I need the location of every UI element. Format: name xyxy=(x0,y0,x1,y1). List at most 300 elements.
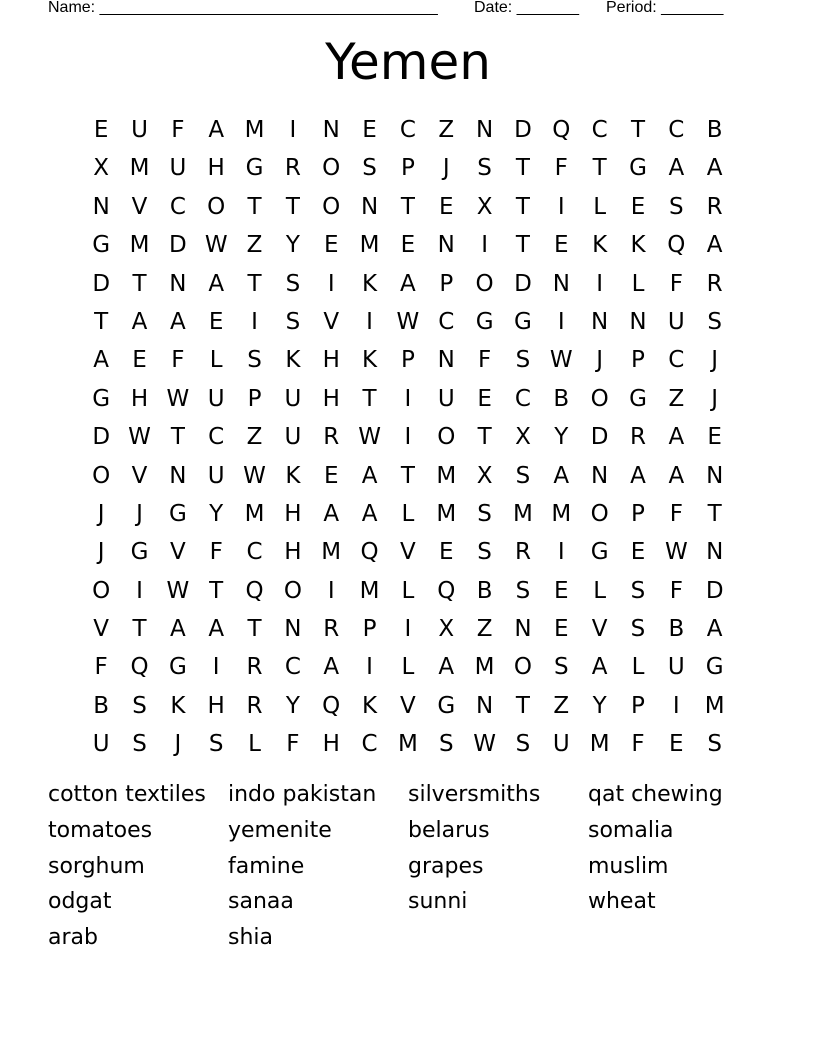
grid-letter[interactable]: S xyxy=(515,462,531,489)
grid-letter[interactable]: F xyxy=(286,731,300,758)
grid-letter[interactable]: S xyxy=(630,616,646,643)
grid-letter[interactable]: Y xyxy=(285,692,300,719)
grid-letter[interactable]: T xyxy=(285,193,300,220)
grid-letter[interactable]: R xyxy=(706,270,723,297)
grid-letter[interactable]: V xyxy=(400,539,416,566)
grid-letter[interactable]: T xyxy=(400,193,415,220)
grid-letter[interactable]: G xyxy=(590,539,609,566)
grid-letter[interactable]: M xyxy=(129,232,150,259)
grid-letter[interactable]: E xyxy=(554,232,569,259)
grid-letter[interactable]: M xyxy=(436,500,457,527)
grid-letter[interactable]: L xyxy=(401,500,415,527)
grid-letter[interactable]: U xyxy=(437,385,455,412)
grid-letter[interactable]: I xyxy=(404,424,412,451)
grid-letter[interactable]: I xyxy=(404,385,412,412)
grid-letter[interactable]: U xyxy=(667,308,685,335)
grid-letter[interactable]: E xyxy=(554,577,569,604)
grid-letter[interactable]: H xyxy=(207,692,225,719)
grid-letter[interactable]: E xyxy=(707,424,722,451)
grid-letter[interactable]: P xyxy=(631,692,645,719)
grid-letter[interactable]: E xyxy=(93,117,109,143)
grid-letter[interactable]: Q xyxy=(130,654,149,681)
grid-letter[interactable]: V xyxy=(323,308,340,335)
grid-letter[interactable]: P xyxy=(247,385,262,412)
grid-letter[interactable]: H xyxy=(284,500,302,527)
grid-letter[interactable]: G xyxy=(130,539,149,566)
grid-letter[interactable]: A xyxy=(169,616,186,643)
grid-letter[interactable]: L xyxy=(593,577,607,604)
grid-letter[interactable]: H xyxy=(322,385,340,412)
grid-letter[interactable]: R xyxy=(323,424,340,451)
grid-letter[interactable]: W xyxy=(128,424,151,451)
grid-letter[interactable]: N xyxy=(591,462,609,489)
grid-letter[interactable]: C xyxy=(169,193,186,220)
grid-letter[interactable]: I xyxy=(672,692,680,719)
grid-letter[interactable]: G xyxy=(437,692,456,719)
grid-letter[interactable]: R xyxy=(514,539,531,566)
grid-letter[interactable]: N xyxy=(591,308,609,335)
grid-letter[interactable]: C xyxy=(668,117,685,143)
grid-letter[interactable]: M xyxy=(704,692,725,719)
grid-letter[interactable]: V xyxy=(93,616,110,643)
grid-letter[interactable]: F xyxy=(554,155,568,182)
grid-letter[interactable]: K xyxy=(285,462,301,489)
grid-letter[interactable]: C xyxy=(246,539,263,566)
grid-letter[interactable]: E xyxy=(477,385,492,412)
grid-letter[interactable]: T xyxy=(247,270,262,297)
grid-letter[interactable]: A xyxy=(323,500,340,527)
grid-letter[interactable]: E xyxy=(323,462,339,489)
grid-letter[interactable]: H xyxy=(284,539,302,566)
grid-letter[interactable]: L xyxy=(631,654,645,681)
grid-letter[interactable]: I xyxy=(327,577,335,604)
grid-letter[interactable]: Z xyxy=(246,424,263,451)
grid-letter[interactable]: U xyxy=(207,385,225,412)
grid-letter[interactable]: N xyxy=(322,117,340,143)
grid-letter[interactable]: H xyxy=(322,731,340,758)
grid-letter[interactable]: T xyxy=(247,193,262,220)
grid-letter[interactable]: F xyxy=(94,654,108,681)
grid-letter[interactable]: S xyxy=(477,539,492,566)
grid-letter[interactable]: I xyxy=(557,193,565,220)
grid-letter[interactable]: D xyxy=(169,232,187,259)
grid-letter[interactable]: Z xyxy=(476,616,493,643)
grid-letter[interactable]: M xyxy=(513,500,533,527)
grid-letter[interactable]: U xyxy=(169,155,187,182)
grid-letter[interactable]: T xyxy=(515,155,530,182)
grid-letter[interactable]: I xyxy=(289,117,297,143)
grid-letter[interactable]: N xyxy=(706,462,724,489)
grid-letter[interactable]: E xyxy=(554,616,569,643)
grid-letter[interactable]: Z xyxy=(553,692,570,719)
grid-letter[interactable]: M xyxy=(321,539,342,566)
grid-letter[interactable]: E xyxy=(438,193,454,220)
grid-letter[interactable]: R xyxy=(706,193,723,220)
grid-letter[interactable]: T xyxy=(209,577,224,604)
grid-letter[interactable]: T xyxy=(515,232,530,259)
grid-letter[interactable]: I xyxy=(481,232,488,259)
grid-row xyxy=(82,265,734,303)
grid-letter[interactable]: J xyxy=(442,155,450,182)
grid-letter[interactable]: M xyxy=(244,117,265,143)
grid-letter[interactable]: G xyxy=(705,654,724,681)
grid-letter[interactable]: V xyxy=(131,462,148,489)
grid-letter[interactable]: E xyxy=(438,539,454,566)
grid-letter[interactable]: T xyxy=(94,308,109,335)
grid-letter[interactable]: O xyxy=(590,500,609,527)
grid-letter[interactable]: X xyxy=(476,462,493,489)
grid-letter[interactable]: S xyxy=(132,731,147,758)
grid-letter[interactable]: M xyxy=(244,500,265,527)
grid-letter[interactable]: O xyxy=(322,193,341,220)
grid-letter[interactable]: O xyxy=(590,385,609,412)
grid-letter[interactable]: A xyxy=(361,462,378,489)
grid-letter[interactable]: R xyxy=(629,424,646,451)
grid-letter[interactable]: Z xyxy=(438,117,455,143)
grid-letter[interactable]: A xyxy=(630,462,646,489)
grid-letter[interactable]: S xyxy=(477,500,492,527)
grid-letter[interactable]: T xyxy=(515,193,530,220)
grid-letter[interactable]: N xyxy=(284,616,302,643)
grid-letter[interactable]: S xyxy=(132,692,147,719)
grid-letter[interactable]: A xyxy=(169,308,186,335)
grid-letter[interactable]: K xyxy=(362,270,378,297)
word-bank-item: cotton textiles xyxy=(48,782,206,807)
grid-letter[interactable]: U xyxy=(284,424,302,451)
grid-letter[interactable]: O xyxy=(207,193,226,220)
grid-letter[interactable]: L xyxy=(631,270,645,297)
grid-letter[interactable]: M xyxy=(551,500,572,527)
grid-letter[interactable]: S xyxy=(477,155,492,182)
grid-letter[interactable]: W xyxy=(243,462,266,489)
grid-letter[interactable]: S xyxy=(285,308,301,335)
grid-letter[interactable]: N xyxy=(476,117,494,143)
grid-letter[interactable]: O xyxy=(92,577,111,604)
grid-letter[interactable]: L xyxy=(401,577,415,604)
grid-letter[interactable]: B xyxy=(476,577,493,604)
grid-letter[interactable]: I xyxy=(557,539,565,566)
grid-letter[interactable]: J xyxy=(97,539,105,566)
grid-letter[interactable]: A xyxy=(668,462,685,489)
grid-letter[interactable]: S xyxy=(285,270,301,297)
grid-letter[interactable]: I xyxy=(596,270,604,297)
grid-letter[interactable]: I xyxy=(366,654,373,681)
grid-letter[interactable]: S xyxy=(669,193,684,220)
grid-letter[interactable]: R xyxy=(323,616,340,643)
grid-letter[interactable]: S xyxy=(515,731,531,758)
period-field-label[interactable]: Period: _______ xyxy=(606,0,724,16)
grid-letter[interactable]: O xyxy=(437,424,456,451)
grid-letter[interactable]: C xyxy=(438,308,455,335)
grid-letter[interactable]: N xyxy=(169,462,187,489)
grid-letter[interactable]: L xyxy=(593,193,607,220)
grid-letter[interactable]: N xyxy=(169,270,187,297)
grid-letter[interactable]: P xyxy=(400,347,415,374)
grid-letter[interactable]: U xyxy=(92,731,110,758)
grid-letter[interactable]: C xyxy=(361,731,378,758)
grid-letter[interactable]: R xyxy=(246,692,263,719)
grid-letter[interactable]: I xyxy=(366,308,373,335)
grid-letter[interactable]: A xyxy=(668,424,685,451)
grid-letter[interactable]: T xyxy=(592,155,607,182)
grid-letter[interactable]: S xyxy=(208,731,224,758)
grid-letter[interactable]: E xyxy=(630,193,646,220)
word-bank-item: arab xyxy=(48,925,98,951)
grid-letter[interactable]: A xyxy=(323,654,340,681)
grid-letter[interactable]: G xyxy=(629,155,647,182)
grid-letter[interactable]: K xyxy=(285,347,301,374)
grid-letter[interactable]: Q xyxy=(322,692,341,719)
name-field-label[interactable]: Name: ______________________________________ xyxy=(48,0,438,16)
grid-letter[interactable]: D xyxy=(514,270,532,297)
grid-letter[interactable]: T xyxy=(515,692,530,719)
grid-letter[interactable]: J xyxy=(711,347,719,374)
grid-letter[interactable]: V xyxy=(131,193,148,220)
grid-letter[interactable]: T xyxy=(132,616,147,643)
grid-letter[interactable]: K xyxy=(362,347,378,374)
grid-letter[interactable]: S xyxy=(247,347,262,374)
grid-letter[interactable]: F xyxy=(669,500,683,527)
grid-letter[interactable]: T xyxy=(132,270,147,297)
grid-letter[interactable]: E xyxy=(630,539,646,566)
grid-letter[interactable]: E xyxy=(208,308,224,335)
grid-letter[interactable]: H xyxy=(207,155,225,182)
grid-letter[interactable]: U xyxy=(552,731,570,758)
grid-letter[interactable]: C xyxy=(591,117,608,143)
grid-letter[interactable]: E xyxy=(362,117,377,143)
grid-letter[interactable]: W xyxy=(664,539,688,566)
grid-letter[interactable]: F xyxy=(171,117,185,143)
grid-letter[interactable]: A xyxy=(208,117,225,143)
grid-letter[interactable]: I xyxy=(557,308,565,335)
grid-letter[interactable]: T xyxy=(362,385,377,412)
grid-letter[interactable]: Y xyxy=(554,424,569,451)
grid-letter[interactable]: S xyxy=(515,347,531,374)
word-bank-item: grapes xyxy=(408,853,484,879)
grid-letter[interactable]: C xyxy=(399,117,416,143)
grid-letter[interactable]: B xyxy=(93,692,110,719)
grid-letter[interactable]: Y xyxy=(209,500,224,527)
grid-letter[interactable]: G xyxy=(514,308,532,335)
grid-letter[interactable]: T xyxy=(707,500,722,527)
grid-letter[interactable]: K xyxy=(592,232,608,259)
grid-letter[interactable]: N xyxy=(552,270,570,297)
grid-letter[interactable]: N xyxy=(92,193,110,220)
grid-letter[interactable]: G xyxy=(629,385,647,412)
grid-letter[interactable]: A xyxy=(706,616,723,643)
grid-letter[interactable]: U xyxy=(207,462,225,489)
grid-letter[interactable]: N xyxy=(437,347,455,374)
grid-letter[interactable]: W xyxy=(473,731,496,758)
grid-letter[interactable]: Q xyxy=(360,539,379,566)
grid-letter[interactable]: W xyxy=(166,385,190,412)
grid-letter[interactable]: S xyxy=(362,155,377,182)
grid-letter[interactable]: X xyxy=(438,616,455,643)
grid-letter[interactable]: R xyxy=(284,155,301,182)
grid-letter[interactable]: T xyxy=(477,424,492,451)
grid-letter[interactable]: F xyxy=(209,539,223,566)
grid-letter[interactable]: P xyxy=(631,500,645,527)
grid-letter[interactable]: P xyxy=(631,347,645,374)
grid-letter[interactable]: X xyxy=(515,424,531,451)
grid-letter[interactable]: E xyxy=(132,347,147,374)
grid-letter[interactable]: A xyxy=(131,308,148,335)
grid-letter[interactable]: H xyxy=(130,385,149,412)
grid-letter[interactable]: N xyxy=(437,232,455,259)
grid-letter[interactable]: J xyxy=(174,731,182,758)
grid-letter[interactable]: O xyxy=(92,462,111,489)
grid-letter[interactable]: I xyxy=(404,616,412,643)
grid-letter[interactable]: C xyxy=(284,654,301,681)
grid-letter[interactable]: C xyxy=(668,347,685,374)
grid-letter[interactable]: U xyxy=(284,385,302,412)
grid-row xyxy=(82,687,734,725)
grid-letter[interactable]: O xyxy=(283,577,302,604)
grid-letter[interactable]: G xyxy=(168,654,187,681)
grid-letter[interactable]: D xyxy=(92,270,111,297)
grid-letter[interactable]: A xyxy=(208,616,225,643)
grid-letter[interactable]: G xyxy=(475,308,494,335)
grid-letter[interactable]: O xyxy=(513,654,532,681)
grid-letter[interactable]: K xyxy=(630,232,646,259)
grid-letter[interactable]: Q xyxy=(667,232,686,259)
grid-letter[interactable]: U xyxy=(667,654,685,681)
grid-letter[interactable]: M xyxy=(589,731,610,758)
grid-letter[interactable]: N xyxy=(360,193,379,220)
grid-letter[interactable]: A xyxy=(706,155,723,182)
grid-letter[interactable]: S xyxy=(707,731,722,758)
grid-letter[interactable]: D xyxy=(705,577,724,604)
grid-letter[interactable]: R xyxy=(246,654,263,681)
grid-letter[interactable]: G xyxy=(168,500,187,527)
grid-letter[interactable]: B xyxy=(668,616,685,643)
grid-letter[interactable]: S xyxy=(515,577,531,604)
grid-letter[interactable]: W xyxy=(396,308,420,335)
grid-letter[interactable]: D xyxy=(92,424,111,451)
grid-letter[interactable]: E xyxy=(400,232,416,259)
grid-letter[interactable]: D xyxy=(590,424,609,451)
grid-letter[interactable]: A xyxy=(400,270,416,297)
grid-letter[interactable]: A xyxy=(553,462,570,489)
grid-letter[interactable]: M xyxy=(129,155,150,182)
grid-letter[interactable]: C xyxy=(514,385,531,412)
grid-letter[interactable]: W xyxy=(166,577,190,604)
grid-letter[interactable]: X xyxy=(476,193,493,220)
grid-letter[interactable]: G xyxy=(245,155,264,182)
grid-letter[interactable]: F xyxy=(631,731,645,758)
grid-letter[interactable]: J xyxy=(596,347,604,374)
grid-letter[interactable]: L xyxy=(401,654,415,681)
grid-letter[interactable]: O xyxy=(475,270,494,297)
grid-letter[interactable]: H xyxy=(322,347,340,374)
grid-letter[interactable]: Y xyxy=(285,232,300,259)
grid-letter[interactable]: C xyxy=(208,424,225,451)
page-title: Yemen xyxy=(325,33,491,91)
grid-letter[interactable]: I xyxy=(136,577,143,604)
grid-letter[interactable]: E xyxy=(669,731,684,758)
grid-letter[interactable]: M xyxy=(359,577,380,604)
grid-letter[interactable]: U xyxy=(131,117,148,143)
grid-letter[interactable]: M xyxy=(436,462,457,489)
grid-letter[interactable]: P xyxy=(400,155,415,182)
grid-letter[interactable]: Y xyxy=(592,692,607,719)
grid-letter[interactable]: T xyxy=(170,424,185,451)
grid-letter[interactable]: Z xyxy=(668,385,685,412)
grid-letter[interactable]: V xyxy=(169,539,186,566)
grid-letter[interactable]: V xyxy=(591,616,608,643)
grid-letter[interactable]: K xyxy=(170,692,186,719)
grid-letter[interactable]: A xyxy=(438,654,455,681)
grid-letter[interactable]: O xyxy=(322,155,341,182)
grid-letter[interactable]: Q xyxy=(437,577,456,604)
grid-letter[interactable]: M xyxy=(359,232,380,259)
grid-letter[interactable]: N xyxy=(514,616,532,643)
grid-letter[interactable]: B xyxy=(553,385,570,412)
grid-letter[interactable]: D xyxy=(514,117,532,143)
grid-letter[interactable]: L xyxy=(248,731,261,758)
grid-letter[interactable]: S xyxy=(630,577,646,604)
grid-letter[interactable]: F xyxy=(669,577,683,604)
grid-letter[interactable]: J xyxy=(97,500,105,527)
grid-letter[interactable]: W xyxy=(204,232,228,259)
grid-row xyxy=(82,149,734,187)
grid-letter[interactable]: S xyxy=(707,308,722,335)
grid-letter[interactable]: F xyxy=(171,347,185,374)
grid-letter[interactable]: S xyxy=(438,731,454,758)
grid-letter[interactable]: W xyxy=(358,424,381,451)
grid-letter[interactable]: T xyxy=(630,117,646,143)
grid-letter[interactable]: A xyxy=(668,155,685,182)
grid-letter[interactable]: Q xyxy=(245,577,264,604)
grid-letter[interactable]: I xyxy=(212,654,220,681)
grid-letter[interactable]: Q xyxy=(552,117,571,143)
grid-letter[interactable]: A xyxy=(591,654,608,681)
grid-letter[interactable]: X xyxy=(93,155,110,182)
grid-letter[interactable]: F xyxy=(477,347,492,374)
grid-letter[interactable]: K xyxy=(362,692,378,719)
grid-letter[interactable]: T xyxy=(247,616,262,643)
grid-letter[interactable]: L xyxy=(209,347,223,374)
grid-letter[interactable]: J xyxy=(136,500,143,527)
grid-letter[interactable]: N xyxy=(629,308,647,335)
grid-letter[interactable]: S xyxy=(553,654,569,681)
grid-letter[interactable]: F xyxy=(669,270,683,297)
grid-letter[interactable]: V xyxy=(400,692,416,719)
grid-letter[interactable]: N xyxy=(706,539,724,566)
grid-letter[interactable]: G xyxy=(92,385,111,412)
grid-letter[interactable]: E xyxy=(323,232,339,259)
grid-letter[interactable]: M xyxy=(474,654,495,681)
grid-letter[interactable]: T xyxy=(400,462,415,489)
grid-letter[interactable]: W xyxy=(549,347,573,374)
grid-letter[interactable]: P xyxy=(362,616,377,643)
grid-letter[interactable]: A xyxy=(93,347,110,374)
grid-letter[interactable]: Z xyxy=(246,232,263,259)
grid-letter[interactable]: P xyxy=(439,270,454,297)
grid-letter[interactable]: B xyxy=(706,117,723,143)
grid-letter[interactable]: N xyxy=(476,692,494,719)
grid-letter[interactable]: I xyxy=(251,308,258,335)
word-bank-item: muslim xyxy=(588,853,669,879)
grid-letter[interactable]: G xyxy=(92,232,111,259)
grid-letter[interactable]: I xyxy=(327,270,335,297)
grid-letter[interactable]: A xyxy=(361,500,378,527)
grid-letter[interactable]: A xyxy=(208,270,225,297)
grid-letter[interactable]: A xyxy=(706,232,723,259)
grid-letter[interactable]: M xyxy=(397,731,418,758)
grid-letter[interactable]: J xyxy=(711,385,719,412)
date-field-label[interactable]: Date: _______ xyxy=(474,0,579,16)
